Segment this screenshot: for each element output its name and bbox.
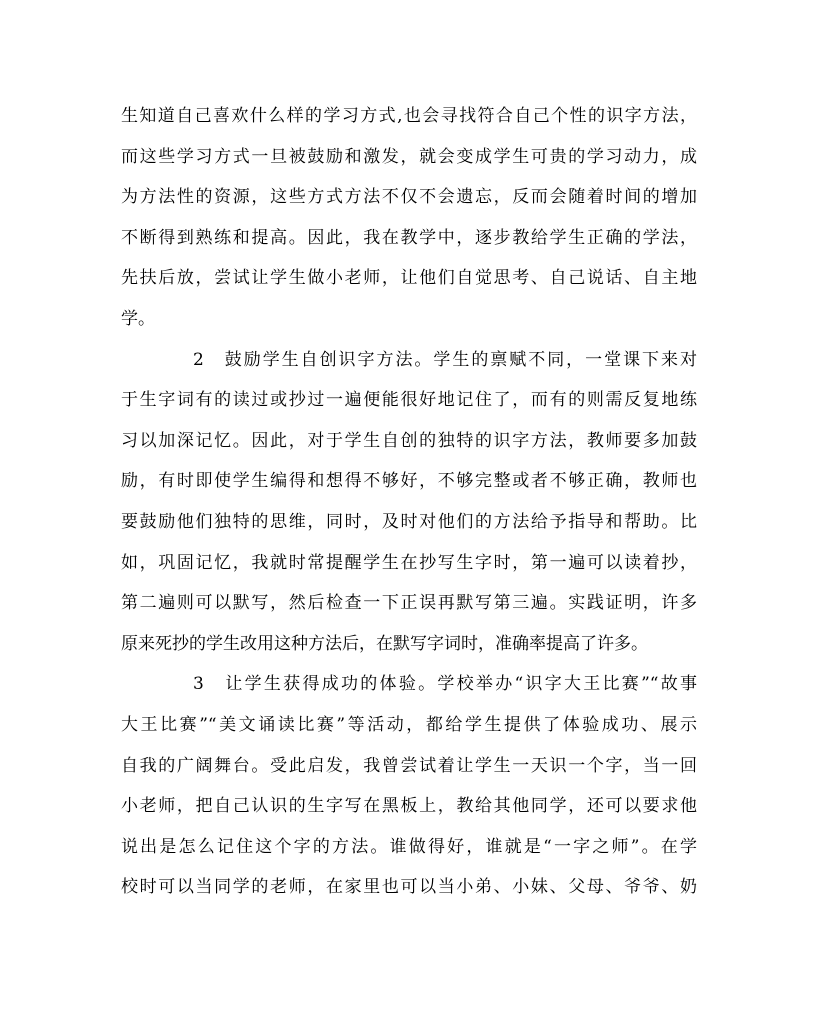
text-line: 而这些学习方式一旦被鼓励和激发，就会变成学生可贵的学习动力，成 xyxy=(121,146,697,167)
paragraph-first-line: 2 鼓励学生自创识字方法。学生的禀赋不同，一堂课下来对 xyxy=(193,349,697,370)
text-line: 不断得到熟练和提高。因此，我在教学中，逐步教给学生正确的学法， xyxy=(121,227,697,248)
text-line: 小老师，把自己认识的生字写在黑板上，教给其他同学，还可以要求他 xyxy=(121,796,697,817)
text-line: 为方法性的资源，这些方式方法不仅不会遗忘，反而会随着时间的增加 xyxy=(121,187,697,208)
text-line: 励，有时即使学生编得和想得不够好，不够完整或者不够正确，教师也 xyxy=(121,471,697,492)
text-line: 自我的广阔舞台。受此启发，我曾尝试着让学生一天识一个字，当一回 xyxy=(121,755,697,776)
text-line: 于生字词有的读过或抄过一遍便能很好地记住了，而有的则需反复地练 xyxy=(121,390,697,411)
text-line: 大王比赛”“美文诵读比赛”等活动，都给学生提供了体验成功、展示 xyxy=(121,714,697,735)
text-line: 生知道自己喜欢什么样的学习方式,也会寻找符合自己个性的识字方法， xyxy=(121,106,697,126)
text-line: 要鼓励他们独特的思维，同时，及时对他们的方法给予指导和帮助。比 xyxy=(121,511,697,532)
paragraph-first-line: 3 让学生获得成功的体验。学校举办“识字大王比赛”“故事 xyxy=(193,674,697,695)
text-line: 如，巩固记忆，我就时常提醒学生在抄写生字时，第一遍可以读着抄， xyxy=(121,552,697,573)
text-line: 习以加深记忆。因此，对于学生自创的独特的识字方法，教师要多加鼓 xyxy=(121,430,697,451)
body-text xyxy=(121,96,697,908)
text-line: 先扶后放，尝试让学生做小老师，让他们自觉思考、自己说话、自主地 xyxy=(121,268,697,289)
text-line: 第二遍则可以默写，然后检查一下正误再默写第三遍。实践证明，许多 xyxy=(121,593,697,614)
text-line: 学。 xyxy=(121,308,155,329)
text-line: 原来死抄的学生改用这种方法后，在默写字词时，准确率提高了许多。 xyxy=(121,633,648,654)
text-line: 校时可以当同学的老师，在家里也可以当小弟、小妹、父母、爷爷、奶 xyxy=(121,877,697,898)
text-line: 说出是怎么记住这个字的方法。谁做得好，谁就是“一字之师”。在学 xyxy=(121,836,697,857)
